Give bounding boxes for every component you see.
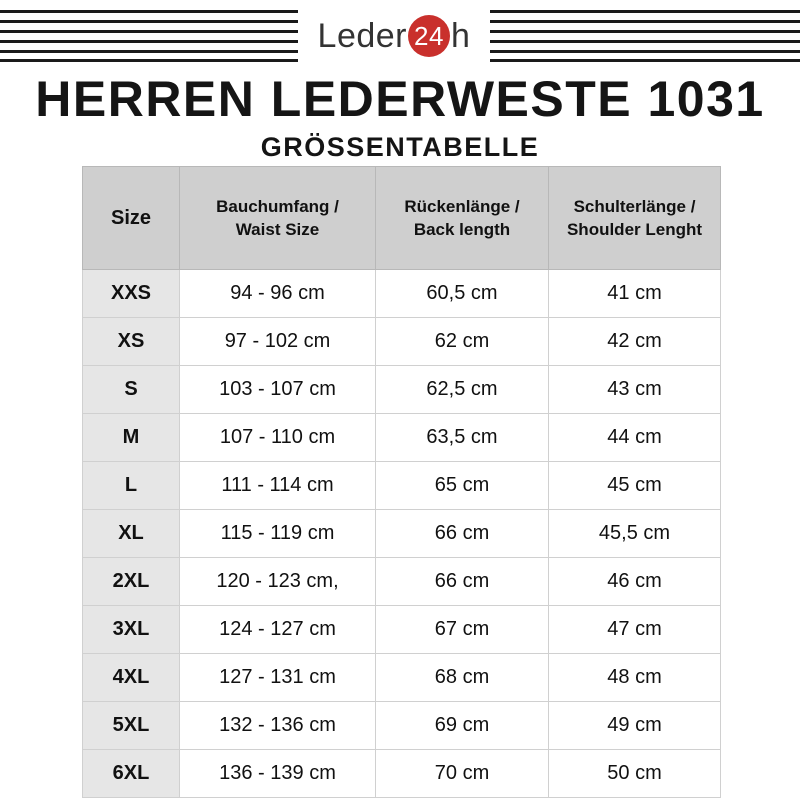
measurement-cell: 42 cm <box>549 318 721 366</box>
column-header <box>83 167 180 270</box>
measurement-cell: 49 cm <box>549 702 721 750</box>
measurement-cell: 60,5 cm <box>376 270 549 318</box>
measurement-cell: 50 cm <box>549 750 721 798</box>
decorative-stripes-left <box>0 10 298 62</box>
measurement-cell: 103 - 107 cm <box>180 366 376 414</box>
size-cell: M <box>83 414 180 462</box>
column-header-line1: Size <box>110 206 152 229</box>
measurement-cell: 132 - 136 cm <box>180 702 376 750</box>
table-row <box>83 318 721 366</box>
column-header <box>180 167 376 270</box>
table-row <box>83 702 721 750</box>
measurement-cell: 67 cm <box>376 606 549 654</box>
column-header-line2: Back length <box>413 220 511 239</box>
table-row <box>83 366 721 414</box>
measurement-cell: 63,5 cm <box>376 414 549 462</box>
measurement-cell: 97 - 102 cm <box>180 318 376 366</box>
measurement-cell: 43 cm <box>549 366 721 414</box>
measurement-cell: 107 - 110 cm <box>180 414 376 462</box>
logo-circle-text: 24 <box>414 20 444 51</box>
measurement-cell: 70 cm <box>376 750 549 798</box>
size-cell: L <box>83 462 180 510</box>
table-row <box>83 510 721 558</box>
size-cell: XS <box>83 318 180 366</box>
measurement-cell: 41 cm <box>549 270 721 318</box>
logo-text-before: Leder <box>317 16 408 55</box>
size-cell: XL <box>83 510 180 558</box>
size-cell: S <box>83 366 180 414</box>
table-row <box>83 462 721 510</box>
measurement-cell: 48 cm <box>549 654 721 702</box>
measurement-cell: 94 - 96 cm <box>180 270 376 318</box>
column-header <box>376 167 549 270</box>
size-cell: 3XL <box>83 606 180 654</box>
size-cell: 5XL <box>83 702 180 750</box>
measurement-cell: 46 cm <box>549 558 721 606</box>
measurement-cell: 111 - 114 cm <box>180 462 376 510</box>
measurement-cell: 69 cm <box>376 702 549 750</box>
table-row <box>83 414 721 462</box>
measurement-cell: 65 cm <box>376 462 549 510</box>
measurement-cell: 62 cm <box>376 318 549 366</box>
column-header-line2: Shoulder Lenght <box>566 220 703 239</box>
table-body <box>83 270 721 798</box>
measurement-cell: 45,5 cm <box>549 510 721 558</box>
column-header-line2: Waist Size <box>235 220 320 239</box>
page-title: HERREN LEDERWESTE 1031 <box>35 71 765 127</box>
measurement-cell: 127 - 131 cm <box>180 654 376 702</box>
table-row <box>83 606 721 654</box>
measurement-cell: 120 - 123 cm, <box>180 558 376 606</box>
size-cell: 2XL <box>83 558 180 606</box>
measurement-cell: 62,5 cm <box>376 366 549 414</box>
page-subtitle: GRÖSSENTABELLE <box>260 132 540 162</box>
table-row <box>83 750 721 798</box>
measurement-cell: 47 cm <box>549 606 721 654</box>
size-cell: XXS <box>83 270 180 318</box>
measurement-cell: 44 cm <box>549 414 721 462</box>
measurement-cell: 66 cm <box>376 510 549 558</box>
column-header-line1: Rückenlänge / <box>404 197 520 216</box>
column-header-line1: Bauchumfang / <box>216 197 339 216</box>
measurement-cell: 136 - 139 cm <box>180 750 376 798</box>
measurement-cell: 115 - 119 cm <box>180 510 376 558</box>
column-header-line1: Schulterlänge / <box>573 197 696 216</box>
size-cell: 6XL <box>83 750 180 798</box>
measurement-cell: 68 cm <box>376 654 549 702</box>
measurement-cell: 45 cm <box>549 462 721 510</box>
size-cell: 4XL <box>83 654 180 702</box>
header-bar <box>0 10 800 62</box>
brand-logo <box>298 10 490 62</box>
decorative-stripes-right <box>490 10 800 62</box>
logo-circle <box>408 15 450 57</box>
table-row <box>83 654 721 702</box>
table-row <box>83 558 721 606</box>
column-header <box>549 167 721 270</box>
measurement-cell: 124 - 127 cm <box>180 606 376 654</box>
size-table <box>82 166 721 798</box>
table-header-row <box>83 167 721 270</box>
table-row <box>83 270 721 318</box>
logo-text-after: h <box>451 16 471 55</box>
measurement-cell: 66 cm <box>376 558 549 606</box>
